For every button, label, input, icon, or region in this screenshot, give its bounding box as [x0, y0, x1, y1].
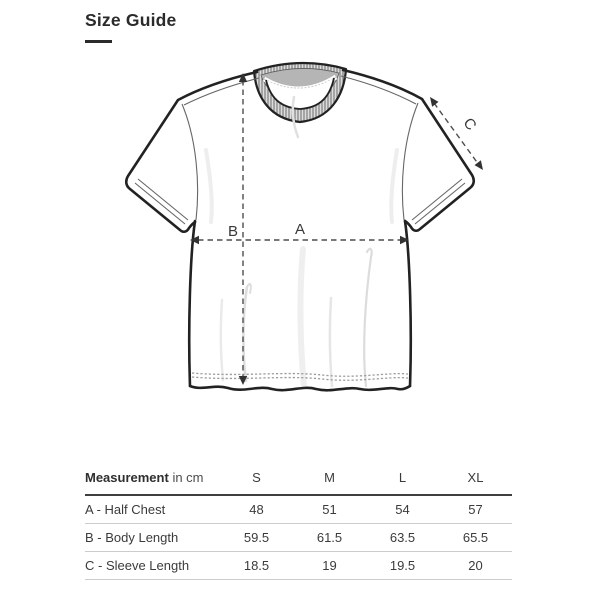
cell-value: 51 — [293, 495, 366, 524]
cell-value: 63.5 — [366, 524, 439, 552]
cell-value: 18.5 — [220, 552, 293, 580]
measure-label-c: C — [459, 114, 480, 134]
size-column-m: M — [293, 466, 366, 495]
measure-line-c — [434, 103, 479, 165]
measurement-lines — [198, 80, 479, 378]
row-label: B - Body Length — [85, 524, 220, 552]
size-table — [85, 466, 512, 580]
table-header-row — [85, 466, 512, 495]
page-title: Size Guide — [85, 10, 177, 30]
cell-value: 48 — [220, 495, 293, 524]
measurement-header-label: Measurement — [85, 470, 169, 485]
size-column-xl: XL — [439, 466, 512, 495]
row-label: A - Half Chest — [85, 495, 220, 524]
cell-value: 19 — [293, 552, 366, 580]
size-column-s: S — [220, 466, 293, 495]
row-label: C - Sleeve Length — [85, 552, 220, 580]
cell-value: 59.5 — [220, 524, 293, 552]
fabric-wrinkles — [206, 97, 397, 386]
cell-value: 61.5 — [293, 524, 366, 552]
collar — [254, 63, 346, 122]
cell-value: 65.5 — [439, 524, 512, 552]
table-row — [85, 552, 512, 580]
cell-value: 57 — [439, 495, 512, 524]
table-row — [85, 495, 512, 524]
measurement-unit-label: in cm — [172, 470, 204, 485]
size-column-l: L — [366, 466, 439, 495]
measurement-table — [85, 466, 512, 580]
measure-label-a: A — [294, 221, 306, 238]
cell-value: 54 — [366, 495, 439, 524]
cell-value: 20 — [439, 552, 512, 580]
cell-value: 19.5 — [366, 552, 439, 580]
table-row — [85, 524, 512, 552]
measure-label-b: B — [227, 223, 239, 240]
measurement-header-cell — [85, 466, 220, 495]
